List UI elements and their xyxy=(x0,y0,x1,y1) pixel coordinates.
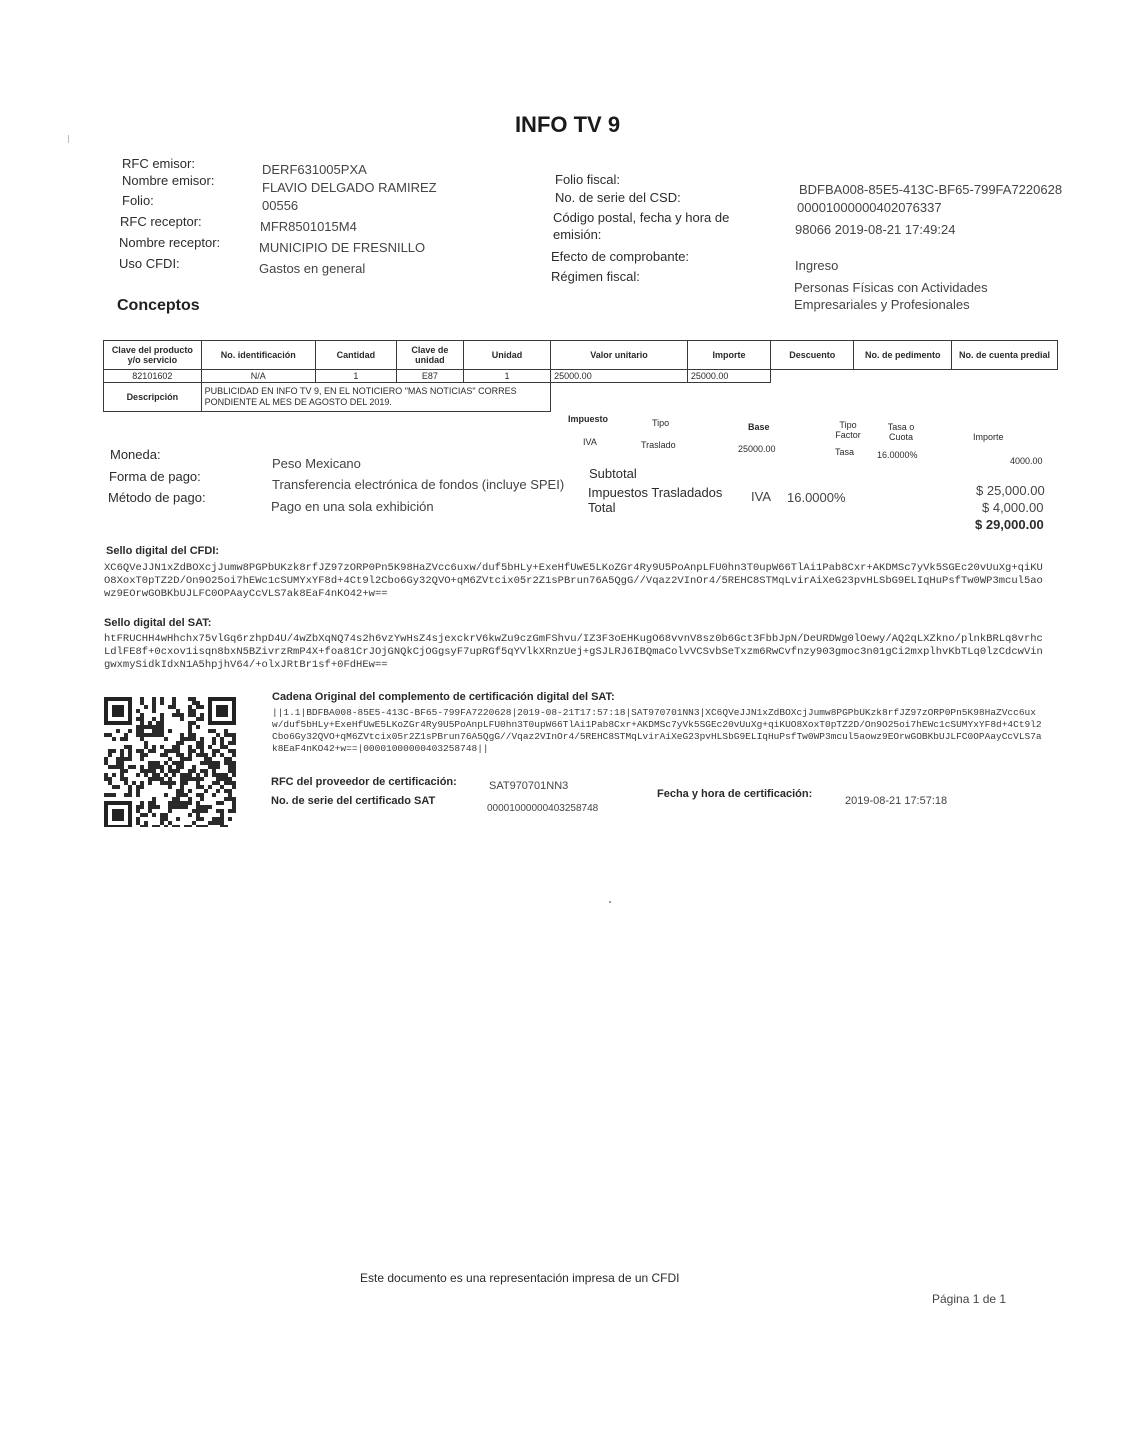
tax-cell: 25000.00 xyxy=(738,444,776,454)
tax-header: Tipo xyxy=(652,418,670,428)
regimen-label: Régimen fiscal: xyxy=(551,269,640,284)
uso-cfdi: Gastos en general xyxy=(259,261,366,276)
table-header: Clave del producto y/o servicio xyxy=(104,341,202,370)
cadena-original: ||1.1|BDFBA008-85E5-413C-BF65-799FA7220628|2019-08-21T17:57:18|SAT970701NN3|XC6QVeJJN1xZdBOXcjJumw8PGPbUKzk8rfJZ97zORP0Pn5K98HaZVcc6uxw/duf5bHLy+ExeHfUwE5LKoZGr4Ry9U5PoAnpLFU0hn3T0upW66TlAi1Pab8Cxr+AKDMSc7yVk5SGEc20vUuXg+qiKUO8XoxT0pTZ2D/On9O25oi7hEWc1cSUMYxYF8d+4Ct9l2Cbo6Gy32QVO+qM6ZVtcix05r2Z1sPBrun76A5QgG//Vqaz2VInOr4/5REHC8STMqLvirAiXeG23pvHLSbG9ELIqHuPsfTw0WP3mcul5aowz9EOrwGOBKbUJLFC0OPAayCcVLS7ak8EaF4nKO42+w==|00001000000403258748|| xyxy=(272,707,1042,754)
nombre-emisor-label: Nombre emisor: xyxy=(122,173,215,188)
cadena-label: Cadena Original del complemento de certificación digital del SAT: xyxy=(272,691,615,703)
rfc-receptor: MFR8501015M4 xyxy=(260,219,357,234)
table-header: No. identificación xyxy=(201,341,315,370)
scan-dot xyxy=(609,901,611,903)
serie-sat-label: No. de serie del certificado SAT xyxy=(271,795,436,807)
cp-fecha-hora: 98066 2019-08-21 17:49:24 xyxy=(795,222,956,237)
table-header: Importe xyxy=(687,341,770,370)
metodo-pago-label: Método de pago: xyxy=(108,490,206,505)
descripcion: PUBLICIDAD EN INFO TV 9, EN EL NOTICIERO "MAS NOTICIAS" CORRES PONDIENTE AL MES DE AGOSTO DEL 2019. xyxy=(201,383,551,412)
conceptos-table xyxy=(103,340,1058,412)
tax-header: Tasa o Cuota xyxy=(887,422,915,442)
cp-label-2: emisión: xyxy=(553,227,602,242)
folio-fiscal: BDFBA008-85E5-413C-BF65-799FA7220628 xyxy=(799,182,1063,197)
tax-header: Tipo Factor xyxy=(835,420,861,440)
uso-cfdi-label: Uso CFDI: xyxy=(119,256,180,271)
table-cell: 25000.00 xyxy=(551,370,688,383)
description-row xyxy=(104,383,1058,412)
table-cell: 1 xyxy=(463,370,550,383)
rfc-receptor-label: RFC receptor: xyxy=(120,214,202,229)
table-header: No. de pedimento xyxy=(854,341,952,370)
rfc-proveedor-label: RFC del proveedor de certificación: xyxy=(271,776,457,788)
tax-cell: 16.0000% xyxy=(877,450,918,460)
moneda: Peso Mexicano xyxy=(272,456,361,471)
tax-cell: IVA xyxy=(583,437,597,447)
serie-csd: 00001000000402076337 xyxy=(797,200,942,215)
rfc-emisor-label: RFC emisor: xyxy=(122,156,195,171)
impuestos-label: Impuestos Trasladados xyxy=(588,485,723,500)
footer-note: Este documento es una representación impresa de un CFDI xyxy=(360,1271,680,1285)
tax-header: Importe xyxy=(973,432,1004,442)
moneda-label: Moneda: xyxy=(110,447,161,462)
table-header-row xyxy=(104,341,1058,370)
total-label: Total xyxy=(588,500,616,515)
table-cell: E87 xyxy=(396,370,463,383)
total-amount: $ 29,000.00 xyxy=(975,517,1044,532)
sello-cfdi: XC6QVeJJN1xZdBOXcjJumw8PGPbUKzk8rfJZ97zORP0Pn5K98HaZVcc6uxw/duf5bHLy+ExeHfUwE5LKoZGr4Ry9U5PoAnpLFU0hn3T0upW66TlAi1Pab8Cxr+AKDMSc7yVk5SGEc20vUuXg+qiKUO8XoxT0pTZ2D/On9O25oi7hEWc1cSUMYxYF8d+4Ct9l2Cbo6Gy32QVO+qM6ZVtcix05r2Z1sPBrun76A5QgG//Vqaz2VInOr4/5REHC8STMqLvirAiXeG23pvHLSbG9ELIqHuPsfTw0WP3mcul5aowz9EOrwGOBKbUJLFC0OPAayCcVLS7ak8EaF4nKO42+w== xyxy=(104,562,1043,600)
descripcion-label: Descripción xyxy=(104,383,202,412)
table-cell: N/A xyxy=(201,370,315,383)
regimen-line-2: Empresariales y Profesionales xyxy=(794,297,970,312)
page-number: Página 1 de 1 xyxy=(932,1292,1007,1306)
rfc-emisor: DERF631005PXA xyxy=(262,162,367,177)
tax-header: Impuesto xyxy=(568,414,609,424)
folio-label: Folio: xyxy=(122,193,154,208)
qr-code-icon xyxy=(104,697,238,827)
conceptos-heading: Conceptos xyxy=(117,297,200,314)
table-header: Clave de unidad xyxy=(396,341,463,370)
folio-fiscal-label: Folio fiscal: xyxy=(555,172,621,187)
table-header: No. de cuenta predial xyxy=(952,341,1058,370)
table-cell: 82101602 xyxy=(104,370,202,383)
table-header: Valor unitario xyxy=(551,341,688,370)
regimen-line-1: Personas Físicas con Actividades xyxy=(794,280,988,295)
subtotal-amount: $ 25,000.00 xyxy=(976,483,1045,498)
nombre-emisor: FLAVIO DELGADO RAMIREZ xyxy=(262,180,437,195)
nombre-receptor-label: Nombre receptor: xyxy=(119,235,221,250)
table-header: Cantidad xyxy=(315,341,396,370)
impuestos-amount: $ 4,000.00 xyxy=(982,500,1044,515)
efecto-label: Efecto de comprobante: xyxy=(551,249,690,264)
serie-csd-label: No. de serie del CSD: xyxy=(555,190,681,205)
cp-label-1: Código postal, fecha y hora de xyxy=(553,210,730,225)
table-cell: 1 xyxy=(315,370,396,383)
rfc-proveedor: SAT970701NN3 xyxy=(489,780,569,792)
tax-cell: 4000.00 xyxy=(1010,456,1043,466)
efecto: Ingreso xyxy=(795,258,839,273)
tax-header: Base xyxy=(748,422,770,432)
folio: 00556 xyxy=(262,198,299,213)
table-cell: 25000.00 xyxy=(687,370,770,383)
fecha-certificacion-label: Fecha y hora de certificación: xyxy=(657,788,813,800)
tax-cell: Traslado xyxy=(641,440,676,450)
iva-label: IVA xyxy=(751,489,771,504)
table-header: Unidad xyxy=(463,341,550,370)
serie-sat: 00001000000403258748 xyxy=(487,803,599,814)
document-title: INFO TV 9 xyxy=(514,112,621,137)
table-header: Descuento xyxy=(771,341,854,370)
sello-cfdi-label: Sello digital del CFDI: xyxy=(106,545,220,557)
sello-sat-label: Sello digital del SAT: xyxy=(104,617,212,629)
tax-cell: Tasa xyxy=(835,447,855,457)
nombre-receptor: MUNICIPIO DE FRESNILLO xyxy=(259,240,426,255)
iva-rate: 16.0000% xyxy=(787,490,846,505)
forma-pago: Transferencia electrónica de fondos (incluye SPEI) xyxy=(272,477,565,492)
subtotal-label: Subtotal xyxy=(589,466,637,481)
table-row xyxy=(104,370,1058,383)
forma-pago-label: Forma de pago: xyxy=(109,469,201,484)
metodo-pago: Pago en una sola exhibición xyxy=(271,499,434,514)
fecha-certificacion: 2019-08-21 17:57:18 xyxy=(845,795,948,807)
sello-sat: htFRUCHH4wHhchx75vlGq6rzhpD4U/4wZbXqNQ74s2h6vzYwHsZ4sjexckrV6kwZu9czGmFShvu/IZ3F3oEHKugO68vvnV8sz0b6Gct3FbbJpN/DeURDWg0lOewy/AQ2qLXZkno/plnkBRLq8vrhcLdlFE8f+0cxov1isqn8bxN5BZivrzRmP4X+foa81CrJOjGNQkCjOGgsyF7upRGf5qYVlkXRnzUej+gSJLRJ6IBQmaColvVCSvbSeTxzm6RwCvfnzy903gmoc3n01gCi2mxplhvKbTLq0lzCdcwVingwxmySidkIdxN1A5hpjhV64/+olxJRtBr1sf+0FdHEw== xyxy=(104,633,1043,671)
